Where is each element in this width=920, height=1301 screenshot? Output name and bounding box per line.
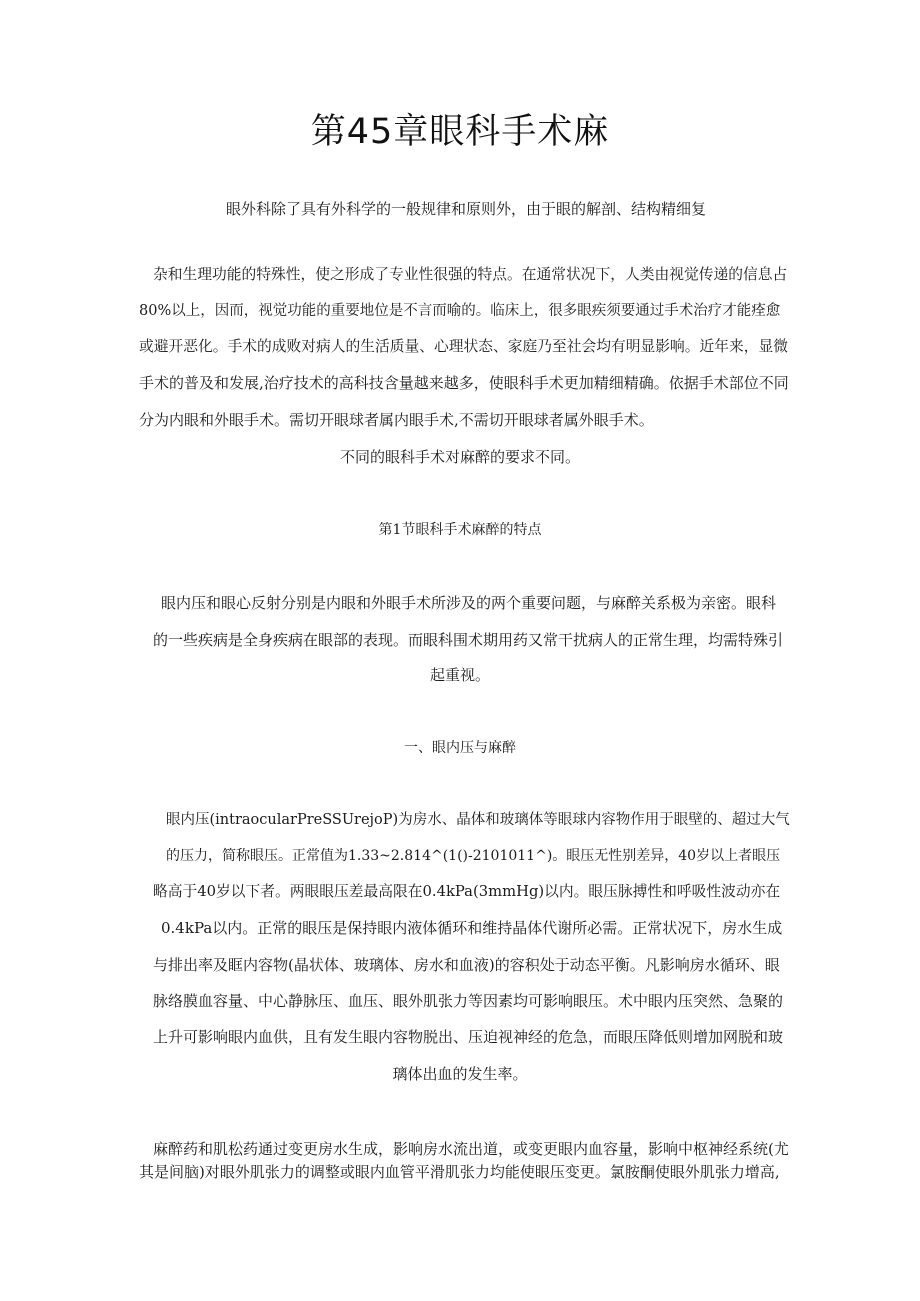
subsection-line-8: 璃体出血的发生率。 (392, 1065, 528, 1083)
intro-line-2: 杂和生理功能的特殊性，使之形成了专业性很强的特点。在通常状况下，人类由视觉传递的信息占 (153, 266, 788, 283)
section-line-1: 眼内压和眼心反射分别是内眼和外眼手术所涉及的两个重要问题，与麻醉关系极为亲密。眼科 (161, 594, 777, 612)
closing-line-1: 麻醉药和肌松药通过变更房水生成，影响房水流出道，或变更眼内血容量，影响中枢神经系统(尤 (153, 1140, 789, 1158)
section-line-2: 的一些疾病是全身疾病在眼部的表现。而眼科围术期用药又常干扰病人的正常生理，均需特殊引 (153, 631, 784, 649)
intro-line-6: 分为内眼和外眼手术。需切开眼球者属内眼手术,不需切开眼球者属外眼手术。 (139, 411, 654, 429)
subsection-line-1: 眼内压(intraocularPreSSUrejoP)为房水、晶体和玻璃体等眼球内容物作用于眼壁的、超过大气 (166, 812, 790, 828)
subsection-line-4: 0.4kPa以内。正常的眼压是保持眼内液体循环和维持晶体代谢所必需。正常状况下，房水生成 (161, 919, 783, 937)
intro-line-7: 不同的眼科手术对麻醉的要求不同。 (339, 448, 580, 466)
subsection-line-3: 略高于40岁以下者。两眼眼压差最高限在0.4kPa(3mmHg)以内。眼压脉搏性和呼吸性波动亦在 (153, 883, 781, 900)
intro-line-3: 80%以上，因而，视觉功能的重要地位是不言而喻的。临床上，很多眼疾须要通过手术治疗才能痊愈 (139, 303, 781, 319)
section-heading: 第1节眼科手术麻醉的特点 (378, 522, 542, 538)
closing-line-2: 其是间脑)对眼外肌张力的调整或眼内血管平滑肌张力均能使眼压变更。氯胺酮使眼外肌张力增高, (139, 1163, 780, 1181)
section-line-3: 起重视。 (429, 666, 490, 684)
subsection-line-5: 与排出率及眶内容物(晶状体、玻璃体、房水和血液)的容积处于动态平衡。凡影响房水循环、眼 (153, 956, 780, 974)
subsection-line-2: 的压力，简称眼压。正常值为1.33~2.814^(1()-2101011^)。眼压无性别差异，40岁以上者眼压 (166, 848, 781, 864)
intro-line-4: 或避开恶化。手术的成败对病人的生活质量、心理状态、家庭乃至社会均有明显影响。近年来，显微 (139, 338, 788, 355)
subsection-heading: 一、眼内压与麻醉 (404, 740, 516, 756)
intro-line-5: 手术的普及和发展,治疗技术的高科技含量越来越多，使眼科手术更加精细精确。依据手术部位不同 (139, 374, 789, 392)
intro-line-1: 眼外科除了具有外科学的一般规律和原则外，由于眼的解剖、结构精细复 (226, 200, 707, 218)
subsection-line-7: 上升可影响眼内血供，且有发生眼内容物脱出、压迫视神经的危急，而眼压降低则增加网脱和玻 (153, 1028, 784, 1046)
document-title: 第45章眼科手术麻 (310, 112, 610, 152)
subsection-line-6: 脉络膜血容量、中心静脉压、血压、眼外肌张力等因素均可影响眼压。术中眼内压突然、急聚的 (153, 992, 784, 1010)
